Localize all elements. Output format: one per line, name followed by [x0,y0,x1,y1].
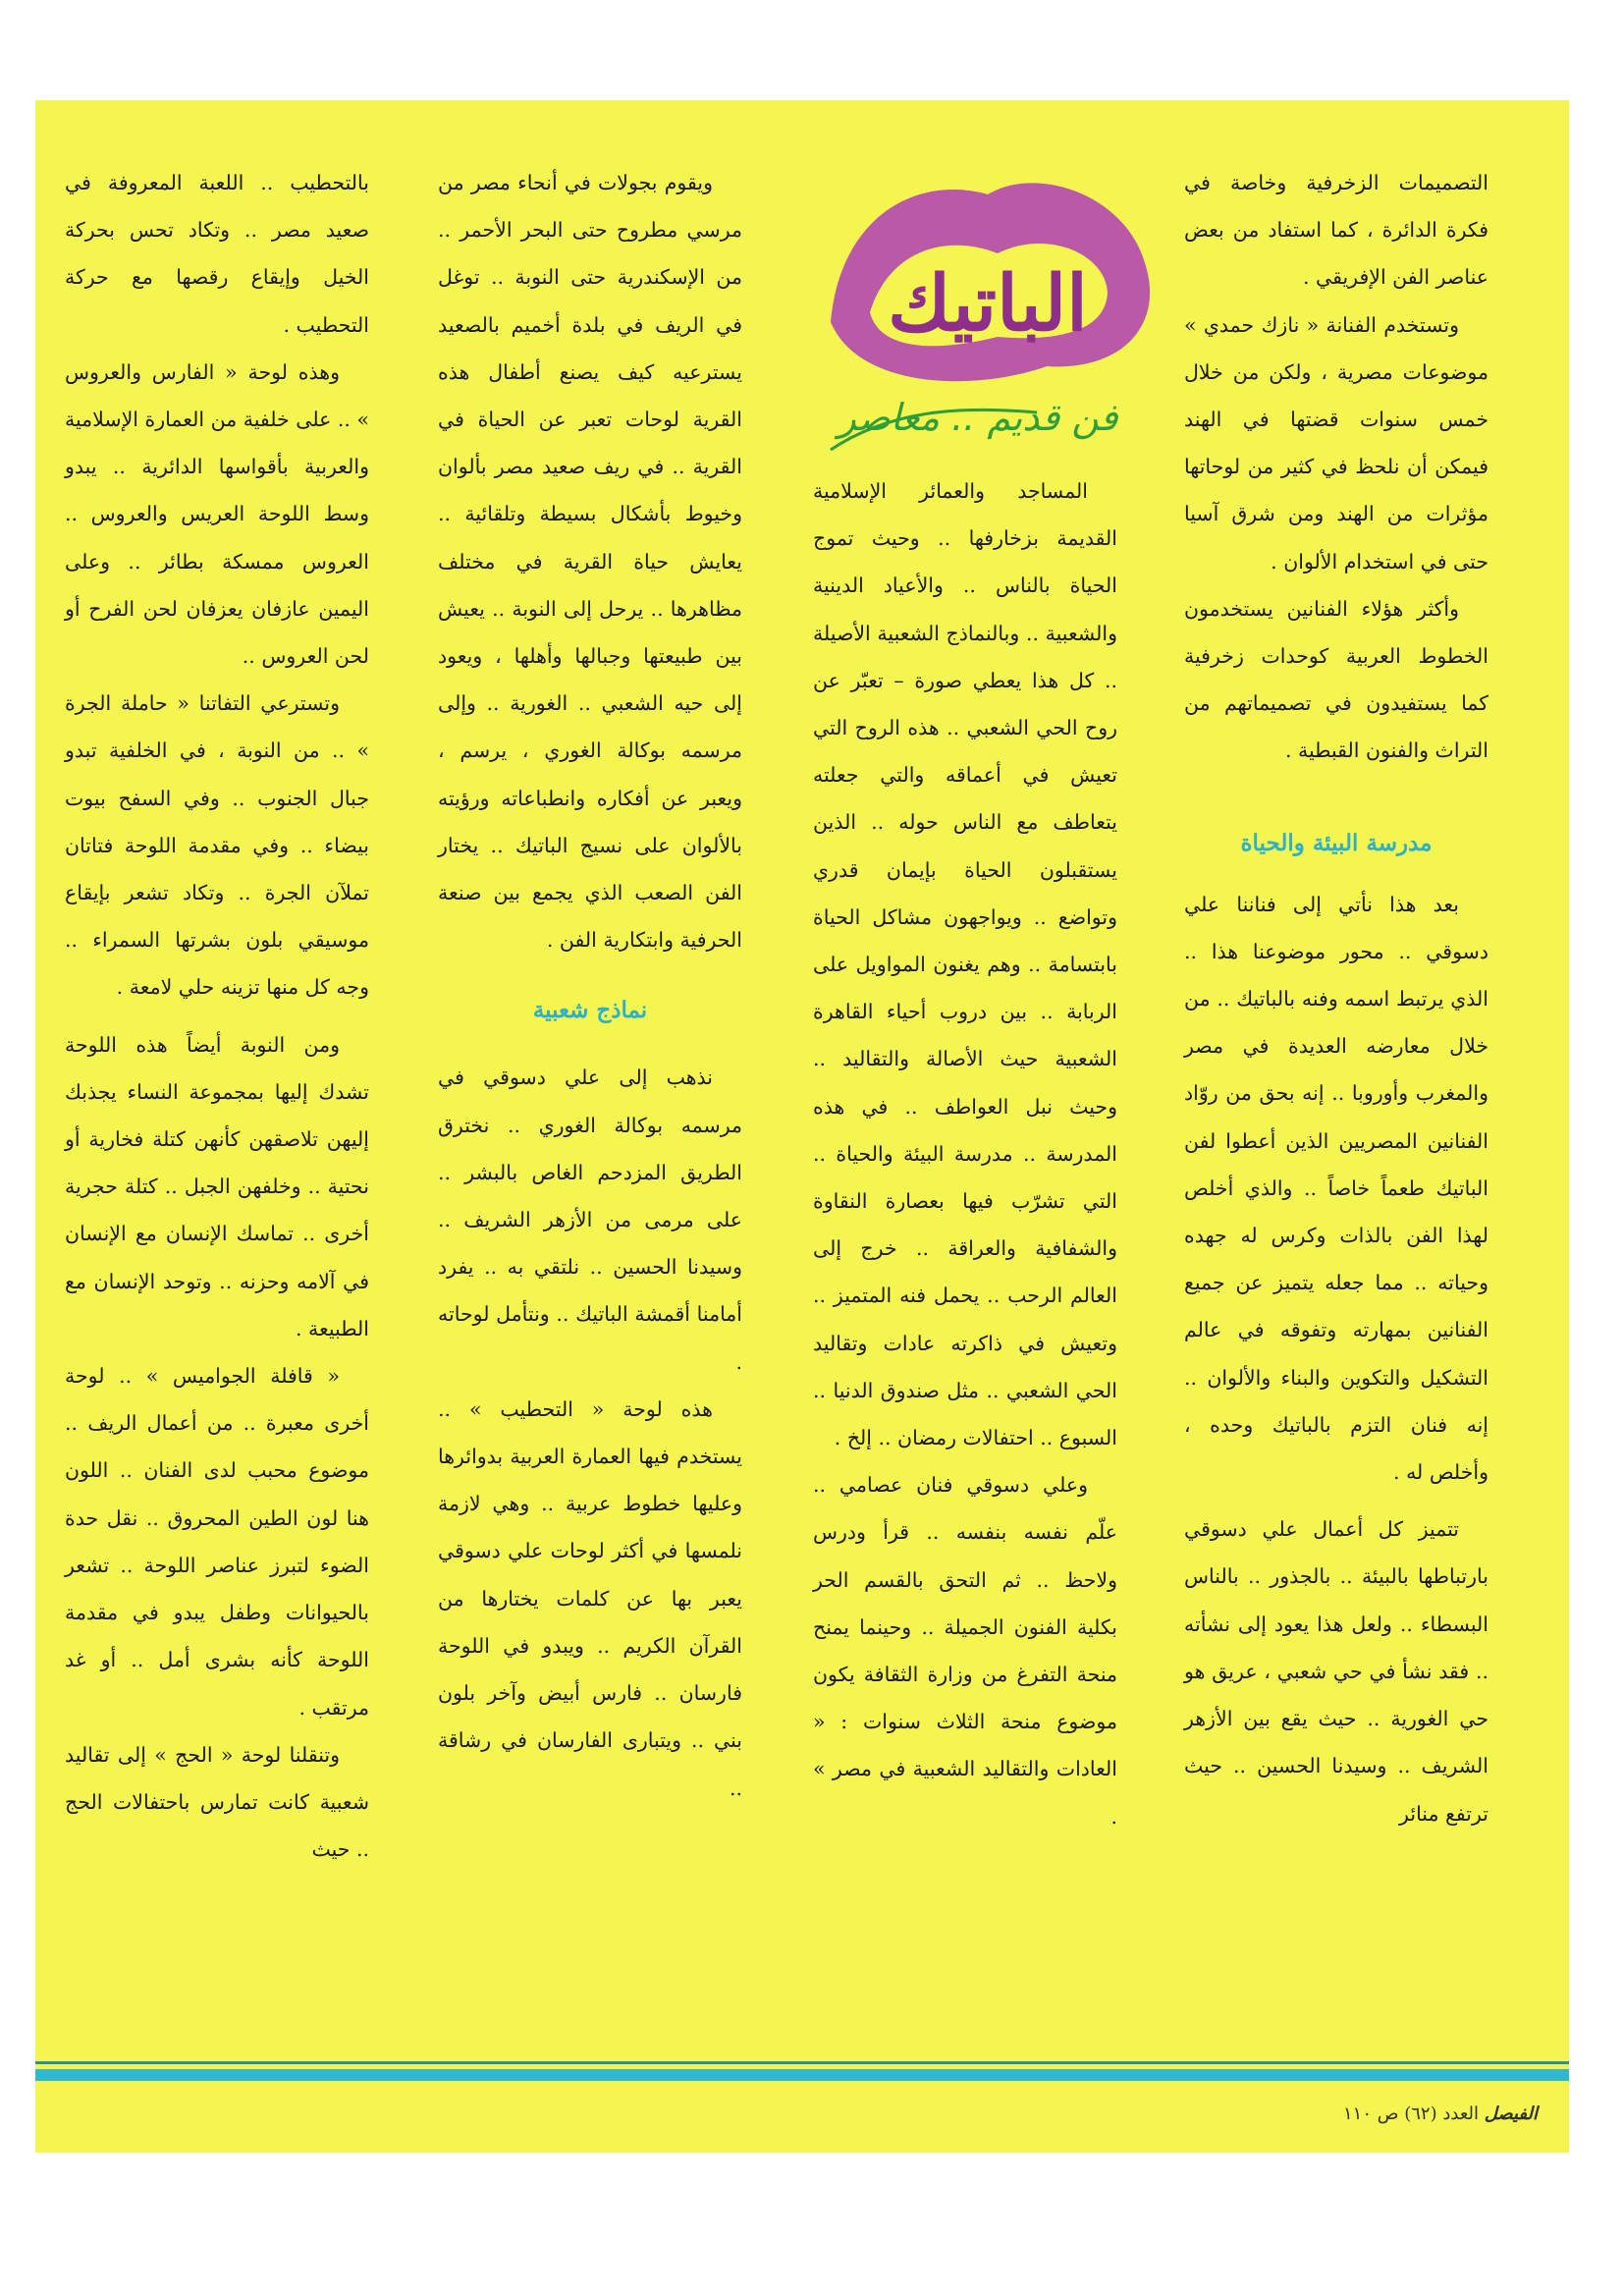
section-heading: مدرسة البيئة والحياة [1240,829,1433,856]
title-logo [801,155,1172,467]
paragraph: « قافلة الجواميس » .. لوحة أخرى معبرة .. من أعمال الريف .. موضوع محبب لدى الفنان .. اللون هنا لون الطين المحروق .. نقل حدة الضوء لتبرز عناصر اللوحة .. تشعر بالحيوانات وطفل يبدو في مقدمة اللوحة كأنه بشرى أمل .. أو غد مرتقب . [65,1364,369,1720]
page-footer [1243,2104,1538,2124]
paragraph: وأكثر هؤلاء الفنانين يستخدمون الخطوط العربية كوحدات زخرفية كما يستفيدون في تصميماتهم من التراث والفنون القبطية . [1184,596,1488,763]
paragraph: ويقوم بجولات في أنحاء مصر من مرسي مطروح حتى البحر الأحمر .. من الإسكندرية حتى النوبة .. توغل في الريف في بلدة أخميم بالصعيد يسترعيه كيف يصنع أطفال هذه القرية لوحات تعبر عن الحياة في القرية .. في ريف صعيد مصر بألوان وخيوط بأشكال بسيطة وتلقائية .. يعايش حياة القرية في مختلف مظاهرها .. يرحل إلى النوبة .. يعيش بين طبيعتها وجبالها وأهلها ، ويعود إلى حيه الشعبي .. الغورية .. وإلى مرسمه بوكالة الغوري ، يرسم ، ويعبر عن أفكاره وانطباعاته ورؤيته بالألوان على نسيج الباتيك .. يختار الفن الصعب الذي يجمع بين صنعة الحرفية وابتكارية الفن . [438,171,742,953]
footer-rule-thick [35,2069,1569,2081]
magazine-page [35,100,1569,2153]
title-logo-graphic [801,155,1172,467]
paragraph: تتميز كل أعمال علي دسوقي بارتباطها بالبيئة .. بالجذور .. بالناس البسطاء .. ولعل هذا يعود إلى نشأته .. فقد نشأ في حي شعبي ، عريق هو حي الغورية .. حيث يقع بين الأزهر الشريف .. وسيدنا الحسين .. حيث ترتفع منائر [1184,1517,1488,1826]
column-3 [438,159,742,1812]
paragraph: ومن النوبة أيضاً هذه اللوحة تشدك إليها بمجموعة النساء يجذبك إليهن تلاصقهن كأنهن كتلة فخارية أو نحتية .. وخلفهن الجبل .. كتلة حجرية أخرى .. تماسك الإنسان مع الإنسان في آلامه وحزنه .. وتوحد الإنسان مع الطبيعة . [65,1032,369,1340]
paragraph: المساجد والعمائر الإسلامية القديمة بزخارفها .. وحيث تموج الحياة بالناس .. والأعياد الدينية والشعبية .. وبالنماذج الشعبية الأصيلة .. كل هذا يعطي صورة – تعبّر عن روح الحي الشعبي .. هذه الروح التي تعيش في أعماقه والتي جعلته يتعاطف مع الناس حوله .. الذين يستقبلون الحياة بإيمان قدري وتواضع .. ويواجهون مشاكل الحياة بابتسامة .. وهم يغنون المواويل على الربابة .. بين دروب أحياء القاهرة الشعبية حيث الأصالة والتقاليد .. وحيث نبل العواطف .. في هذه المدرسة .. مدرسة البيئة والحياة .. التي تشرّب فيها بعصارة النقاوة والشفافية والعراقة .. خرج إلى العالم الرحب .. يحمل فنه المتميز .. وتعيش في ذاكرته عادات وتقاليد الحي الشعبي .. مثل صندوق الدنيا .. السبوع .. احتفالات رمضان .. إلخ . [813,479,1117,1450]
footer-rule-thin [35,2061,1569,2064]
column-4 [65,159,369,1873]
title-main: الباتيك [888,259,1088,349]
paragraph: وتنقلنا لوحة « الحج » إلى تقاليد شعبية كانت تمارس باحتفالات الحج .. حيث [65,1742,369,1862]
paragraph: وتسترعي التفاتنا « حاملة الجرة » .. من النوبة ، في الخلفية تبدو جبال الجنوب .. وفي السفح بيوت بيضاء .. وفي مقدمة اللوحة فتاتان تملآن الجرة .. وتكاد تشعر بإيقاع موسيقي بلون بشرتها السمراء .. وجه كل منها تزينه حلي لامعة . [65,691,369,1000]
paragraph: بعد هذا نأتي إلى فناننا علي دسوقي .. محور موضوعنا هذا .. الذي يرتبط اسمه وفنه بالباتيك .. من خلال معارضه العديدة في مصر والمغرب وأوروبا .. إنه بحق من روّاد الفنانين المصريين الذين أعطوا لفن الباتيك طعماً خاصاً .. والذي أخلص لهذا الفن بالذات وكرس له جهده وحياته .. مما جعله يتميز عن جميع الفنانين بمهارته وتفوقه في عالم التشكيل والتكوين والبناء والألوان .. إنه فنان التزم بالباتيك وحده ، وأخلص له . [1184,892,1488,1485]
magazine-name: الفيصل [1484,2104,1538,2124]
section-heading: نماذج شعبية [532,997,648,1024]
title-subtitle: فن قديم .. معاصر [838,396,1118,439]
column-2 [813,467,1117,1840]
paragraph: وهذه لوحة « الفارس والعروس » .. على خلفية من العمارة الإسلامية والعربية بأقواسها الدائرية .. يبدو وسط اللوحة العريس والعروس .. العروس ممسكة بطائر .. وعلى اليمين عازفان يعزفان لحن الفرح أو لحن العروس .. [65,359,369,669]
paragraph: هذه لوحة « التحطيب » .. يستخدم فيها العمارة العربية بدوائرها وعليها خطوط عربية .. وهي لازمة نلمسها في أكثر لوحات علي دسوقي يعبر بها عن كلمات يختارها من القرآن الكريم .. ويبدو في اللوحة فارسان .. فارس أبيض وآخر بلون بني .. ويتبارى الفارسان في رشاقة .. [438,1396,742,1800]
paragraph: وعلي دسوقي فنان عصامي .. علّم نفسه بنفسه .. قرأ ودرس ولاحظ .. ثم التحق بالقسم الحر بكلية الفنون الجميلة .. وحينما يمنح منحة التفرغ من وزارة الثقافة يكون موضوع منحة الثلاث سنوات : « العادات والتقاليد الشعبية في مصر » . [813,1473,1117,1829]
paragraph: وتستخدم الفنانة « نازك حمدي » موضوعات مصرية ، ولكن من خلال خمس سنوات قضتها في الهند فيمكن أن نلحظ في كثير من لوحاتها مؤثرات من الهند ومن شرق آسيا حتى في استخدام الألوان . [1184,312,1488,574]
issue-page: العدد (٦٢) ص ١١٠ [1343,2104,1479,2124]
paragraph: بالتحطيب .. اللعبة المعروفة في صعيد مصر .. وتكاد تحس بحركة الخيل وإيقاع رقصها مع حركة التحطيب . [65,171,369,337]
paragraph: نذهب إلى علي دسوقي في مرسمه بوكالة الغوري .. نخترق الطريق المزدحم الغاص بالبشر .. على مرمى من الأزهر الشريف .. وسيدنا الحسين .. نلتقي به .. يفرد أمامنا أقمشة الباتيك .. ونتأمل لوحاته . [438,1066,742,1374]
column-1 [1184,159,1488,1837]
paragraph: التصميمات الزخرفية وخاصة في فكرة الدائرة ، كما استفاد من بعض عناصر الفن الإفريقي . [1184,171,1488,290]
